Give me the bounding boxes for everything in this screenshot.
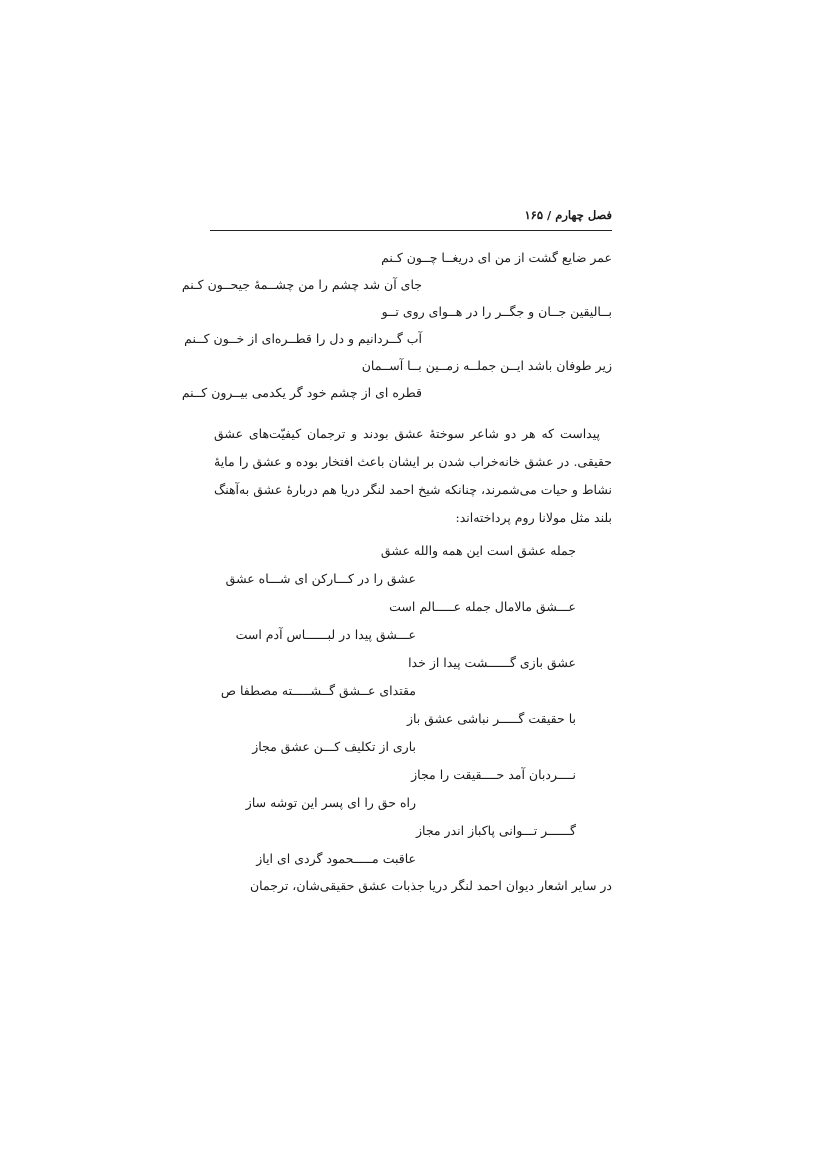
poem2-verse: عاقبت مـــــحمود گردی ای ایاز <box>256 851 416 866</box>
closing-line: در سایر اشعار دیوان احمد لنگر دریا جذبات عشق حقیقی‌شان، ترجمان <box>250 878 612 893</box>
paragraph-line: حقیقی. در عشق خانه‌خراب شدن بر ایشان باعث افتخار بوده و عشق را مایهٔ <box>214 454 612 469</box>
poem2-verse: گــــــر تـــوانی پاکباز اندر مجاز <box>415 823 576 838</box>
poem2-verse: نــــردبان آمد حــــقیقت را مجاز <box>411 767 576 782</box>
poem2-verse: باری از تکلیف کـــن عشق مجاز <box>252 739 416 754</box>
poem2-verse: عشق بازی گــــــشت پیدا از خدا <box>408 655 576 670</box>
poem2-verse: عـــشق پیدا در لبــــــاس آدم است <box>235 627 416 642</box>
poem1-verse: زیر طوفان باشد ایــن جملــه زمــین بــا آســمان <box>361 358 612 373</box>
paragraph-line: بلند مثل مولانا روم پرداخته‌اند: <box>455 510 612 525</box>
poem2-verse: با حقیقت گـــــر نباشی عشق باز <box>406 711 576 726</box>
poem2-verse: عشق را در کـــارکن ای شـــاه عشق <box>225 571 416 586</box>
poem1-verse: قطره ای از چشم خود گر یکدمی بیــرون کــنم <box>181 385 422 400</box>
poem1-verse: بــالیقین جــان و جگــر را در هــوای روی تــو <box>381 304 612 319</box>
poem2-verse: مقتدای عــشق گــشـــــته مصطفا ص <box>220 683 416 698</box>
page-header <box>210 200 612 231</box>
poem2-verse: عـــشق مالامال جمله عـــــالم است <box>389 599 576 614</box>
poem1-verse: جای آن شد چشم را من چشــمهٔ جیحــون کـنم <box>181 277 422 292</box>
poem2-verse: راه حق را ای پسر این توشه ساز <box>245 795 416 810</box>
paragraph-line: پیداست که هر دو شاعر سوختهٔ عشق بودند و ترجمان کیفیّت‌های عشق <box>214 426 600 441</box>
poem1-verse: عمر ضایع گشت از من ای دریغــا چــون کـنم <box>381 250 612 265</box>
chapter-page-title: فصل چهارم / ۱۶۵ <box>524 208 612 222</box>
poem2-verse: جمله عشق است این همه والله عشق <box>380 543 576 558</box>
paragraph-line: نشاط و حیات می‌شمرند، چنانکه شیخ احمد لنگر دریا هم دربارهٔ عشق به‌آهنگ <box>214 482 612 497</box>
poem1-verse: آب گــردانیم و دل را قطــره‌ای از خــون کــنم <box>184 331 422 346</box>
